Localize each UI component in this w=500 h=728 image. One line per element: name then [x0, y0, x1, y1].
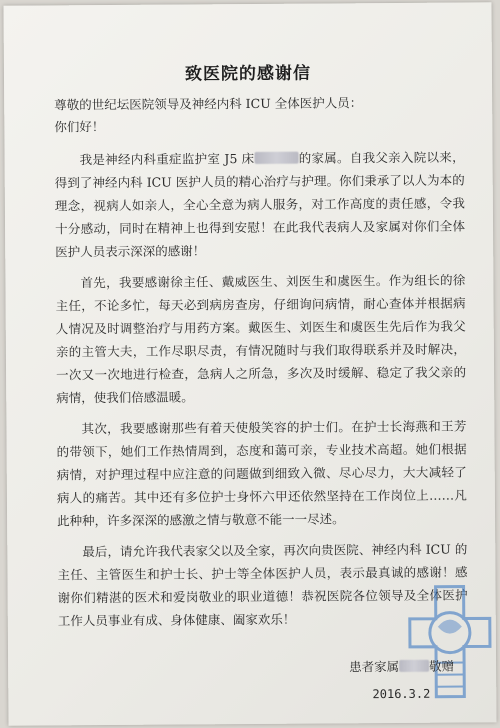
signature-text-after: 敬赠	[429, 658, 455, 674]
letter-salutation: 尊敬的世纪坛医院领导及神经内科 ICU 全体医护人员：	[54, 95, 363, 113]
paragraph-intro	[54, 145, 465, 263]
letter-date: 2016.3.2	[372, 686, 431, 702]
intro-text-before: 我是神经内科重症监护室 J5 床	[79, 150, 255, 168]
paragraph-closing: 最后，请允许我代表家父以及全家，再次向贵医院、神经内科 ICU 的主任、主管医生和护士长、护士等全体医护人员，表示最真诚的感谢！感谢你们精湛的医术和爱岗敬业的职业道德！恭祝医院各位领导及全体医护工作人员事业有成、身体健康、阖家欢乐！	[57, 541, 468, 629]
signature-text-before: 患者家属	[349, 658, 400, 675]
letter-greeting: 你们好！	[54, 119, 105, 135]
paragraph-nurses: 其次，我要感谢那些有着天使般笑容的护士们。在护士长海燕和王芳的带领下，她们工作热情周到，态度和蔼可亲，专业技术高超。她们根据病情，对护理过程中应注意的问题做到细致入微、尽心尽力，大大减轻了病人的痛苦。其中还有多位护士身怀六甲还依然坚持在工作岗位上……凡此种种，许多深深的感激之情与敬意不能一一尽述。	[56, 418, 467, 529]
letter-title: 致医院的感谢信	[184, 63, 312, 85]
intro-text-after: 的家属。自我父亲入院以来，得到了神经内科 ICU 医护人员的精心治疗与护理。你们秉承了以人为本的理念，视病人如亲人，全心全意为病人服务，对工作高度的责任感，令我十分感动，同时在精神上也得到安慰！在此我代表病人及家属对你们全体医护人员表示深深的感谢！	[54, 149, 466, 260]
paragraph-doctors: 首先，我要感谢徐主任、戴威医生、刘医生和虞医生。作为组长的徐主任，不论多忙，每天必到病房查房，仔细询问病情，耐心查体并根据病人情况及时调整治疗与用药方案。戴医生、刘医生和虞医生先后作为我父亲的主管大夫，工作尽职尽责，有情况随时与我们取得联系并及时解决，一次又一次地进行检查，急病人之所急，多次及时缓解、稳定了我父亲的病情，使我们倍感温暖。	[55, 272, 467, 406]
letter-paper	[3, 2, 496, 725]
letter-signature	[349, 657, 454, 676]
redacted-name	[254, 152, 298, 164]
letter-body	[54, 145, 467, 640]
redacted-signer	[399, 660, 429, 672]
hospital-logo-watermark	[406, 582, 495, 701]
